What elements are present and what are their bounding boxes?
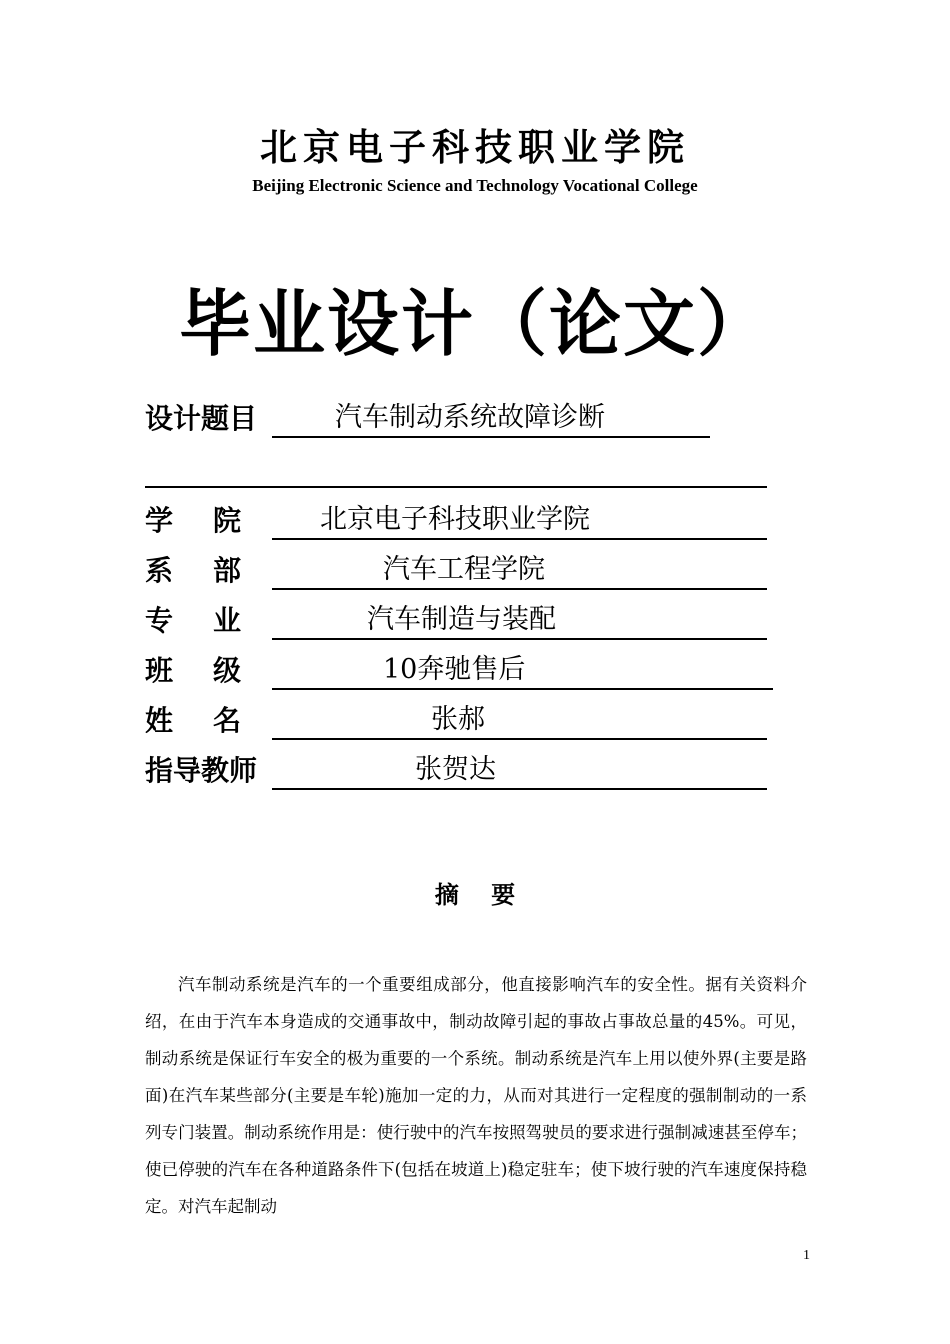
- field-value-department: 汽车工程学院: [383, 554, 545, 585]
- field-value-class: 10奔驰售后: [383, 654, 526, 685]
- page-number: 1: [803, 1248, 810, 1263]
- field-value-topic: 汽车制动系统故障诊断: [335, 402, 605, 433]
- field-label-class: [145, 654, 241, 688]
- field-label-college-char-1: 学: [145, 504, 174, 537]
- field-label-class-char-2: 级: [213, 654, 242, 687]
- thesis-title: 毕业设计（论文）: [178, 282, 771, 366]
- field-label-name: [145, 704, 241, 738]
- college-name-english: Beijing Electronic Science and Technology Vocational College: [252, 176, 698, 195]
- field-label-advisor: 指导教师: [145, 754, 258, 787]
- field-label-topic: 设计题目: [145, 402, 258, 435]
- field-row-major: [145, 600, 770, 640]
- field-label-department: [145, 554, 241, 588]
- field-row-name: [145, 700, 770, 740]
- field-label-name-char-1: 姓: [145, 704, 174, 737]
- field-label-class-char-1: 班: [145, 654, 174, 687]
- underline-advisor: [272, 750, 767, 790]
- underline-name: [272, 700, 767, 740]
- field-row-advisor: [145, 750, 770, 790]
- blank-underline: [145, 486, 767, 488]
- field-label-department-char-2: 部: [213, 554, 242, 587]
- field-value-major: 汽车制造与装配: [367, 604, 556, 635]
- field-value-college: 北京电子科技职业学院: [320, 504, 590, 535]
- field-label-major-char-2: 业: [213, 604, 242, 637]
- college-name-chinese: 北京电子科技职业学院: [260, 126, 690, 169]
- field-value-advisor: 张贺达: [415, 754, 496, 785]
- field-row-department: [145, 550, 770, 590]
- field-row-class: [145, 650, 775, 690]
- field-row-topic: [145, 398, 715, 438]
- field-label-college: [145, 504, 241, 538]
- field-label-major: [145, 604, 241, 638]
- field-label-college-char-2: 院: [213, 504, 242, 537]
- field-label-name-char-2: 名: [213, 704, 242, 737]
- field-label-department-char-1: 系: [145, 554, 174, 587]
- field-value-name: 张郝: [431, 704, 485, 735]
- field-label-major-char-1: 专: [145, 604, 174, 637]
- abstract-body: 汽车制动系统是汽车的一个重要组成部分，他直接影响汽车的安全性。据有关资料介绍，在由于汽车本身造成的交通事故中，制动故障引起的事故占事故总量的45%。可见，制动系统是保证行车安全的极为重要的一个系统。制动系统是汽车上用以使外界(主要是路面)在汽车某些部分(主要是车轮)施加一定的力，从而对其进行一定程度的强制制动的一系列专门装置。制动系统作用是：使行驶中的汽车按照驾驶员的要求进行强制减速甚至停车；使已停驶的汽车在各种道路条件下(包括在坡道上)稳定驻车；使下坡行驶的汽车速度保持稳定。对汽车起制动: [145, 975, 807, 1216]
- abstract-heading: 摘 要: [434, 881, 528, 909]
- field-row-college: [145, 500, 770, 540]
